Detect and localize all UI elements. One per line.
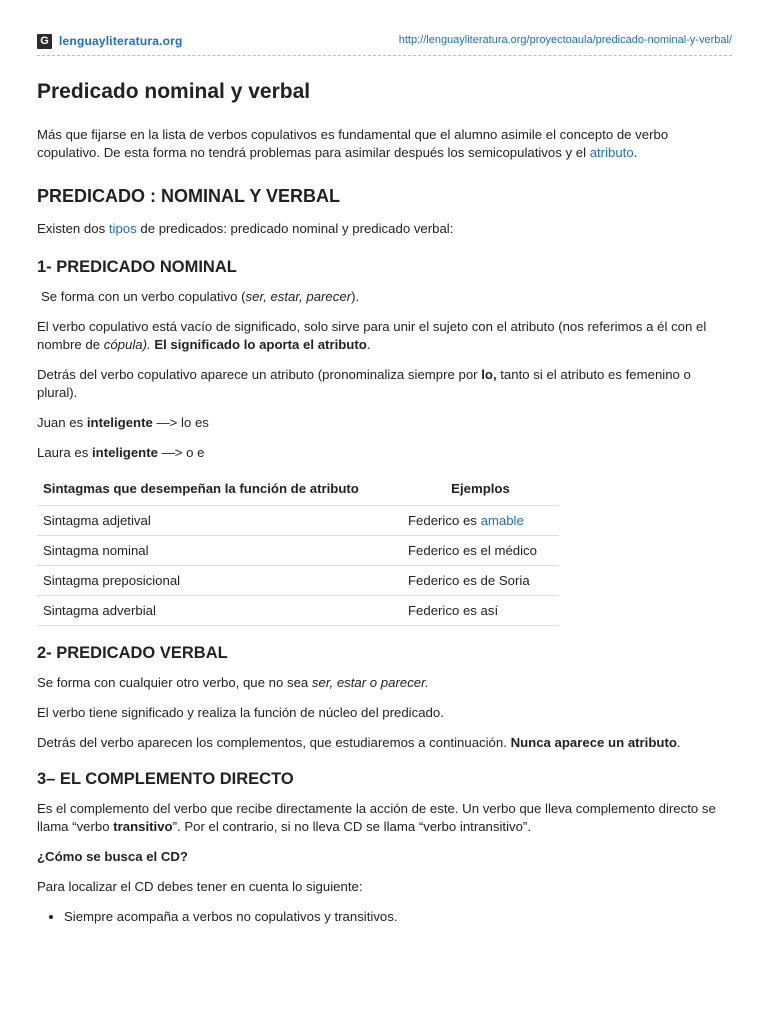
section1-heading: 1- PREDICADO NOMINAL [37,258,237,276]
atributo-link[interactable]: atributo [589,145,634,160]
main-section-heading: PREDICADO : NOMINAL Y VERBAL [37,186,341,206]
s3-p1-end: ”. Por el contrario, si no lleva CD se llama “verbo intransitivo”. [172,819,531,834]
article-body [37,78,732,926]
tipos-text: Existen dos [37,221,109,236]
table-row [37,596,559,626]
table-cell-sintagma: Sintagma preposicional [37,566,402,596]
s2-p3-bold: Nunca aparece un atributo [510,735,677,750]
cd-question: ¿Cómo se busca el CD? [37,849,188,864]
tipos-text-end: de predicados: predicado nominal y predicado verbal: [136,221,454,236]
ex1-text: Juan es [37,415,87,430]
section2-heading: 2- PREDICADO VERBAL [37,644,228,662]
ex1-end: —> lo es [152,415,209,430]
s2-p3-end: . [676,735,681,750]
s1-p2-bold: El significado lo aporta el atributo [154,337,367,352]
table-cell-sintagma: Sintagma adverbial [37,596,402,626]
table-cell-ejemplo: Federico es de Soria [402,566,559,596]
cd-bullet-list [37,908,732,926]
s3-paragraph-2: Para localizar el CD debes tener en cuenta lo siguiente: [37,879,363,894]
page-title: Predicado nominal y verbal [37,80,311,103]
s1-p3-end: tanto si el atributo es femenino o plural). [37,367,691,400]
s2-p3-text: Detrás del verbo aparecen los complementos, que estudiaremos a continuación. [37,735,511,750]
s1-p2-italic: cópula). [103,337,151,352]
ejemplo-text: Federico es [407,513,481,528]
s1-p3-text: Detrás del verbo copulativo aparece un atributo (pronominaliza siempre por [37,367,482,382]
table-cell-ejemplo: Federico es el médico [402,536,559,566]
intro-paragraph [37,126,732,162]
intro-text-end: . [633,145,638,160]
s2-p1-text: Se forma con cualquier otro verbo, que no sea [37,675,312,690]
table-cell-sintagma: Sintagma nominal [37,536,402,566]
s1-p2-end: . [366,337,371,352]
table-header-row [37,474,559,506]
table-row [37,566,559,596]
ex2-text: Laura es [37,445,92,460]
s2-paragraph-1 [37,674,732,692]
s1-p1-text: Se forma con un verbo copulativo ( [41,289,246,304]
s2-paragraph-3 [37,734,732,752]
intro-text: Más que fijarse en la lista de verbos copulativos es fundamental que el alumno asimile el concepto de verbo copulativo. De esta forma no tendrá problemas para asimilar después los semicopulativos y el [37,127,669,160]
ex1-bold: inteligente [86,415,153,430]
ex2-bold: inteligente [92,445,158,460]
page-header [37,32,732,54]
s3-p1-bold: transitivo [113,819,173,834]
table-header-sintagmas: Sintagmas que desempeñan la función de atributo [37,474,402,506]
tipos-link[interactable]: tipos [108,221,137,236]
s1-p3-bold: lo, [481,367,497,382]
table-cell-sintagma: Sintagma adjetival [37,506,402,536]
site-name-link[interactable]: lenguayliteratura.org [59,34,183,48]
table-row [37,506,559,536]
example-1 [37,414,732,432]
s1-paragraph-2 [37,318,732,354]
s1-paragraph-1 [37,288,732,306]
ex2-end: —> o e [157,445,205,460]
list-item: • Siempre acompaña a verbos no copulativos y transitivos. [64,908,732,926]
s1-paragraph-3 [37,366,732,402]
tipos-paragraph [37,220,732,238]
section3-heading: 3– EL COMPLEMENTO DIRECTO [37,770,294,788]
source-url-link[interactable]: http://lenguayliteratura.org/proyectoaula/predicado-nominal-y-verbal/ [398,34,732,46]
example-2 [37,444,732,462]
s1-p1-italic: ser, estar, parecer [245,289,352,304]
s1-p1-end: ). [351,289,360,304]
amable-link[interactable]: amable [480,513,524,528]
table-header-ejemplos: Ejemplos [402,474,559,506]
header-divider [37,55,732,56]
s3-paragraph-1 [37,800,732,836]
site-logo-icon: G [37,34,52,49]
table-cell-ejemplo: Federico es así [402,596,559,626]
s3-p1-text: Es el complemento del verbo que recibe directamente la acción de este. Un verbo que lleva complemento directo se llama “verbo [37,801,716,834]
table-row [37,536,559,566]
s2-paragraph-2: El verbo tiene significado y realiza la función de núcleo del predicado. [37,705,444,720]
atributo-table [37,474,559,626]
table-cell-ejemplo [402,506,559,536]
s2-p1-italic: ser, estar o parecer. [311,675,429,690]
s1-p2-text: El verbo copulativo está vacío de significado, solo sirve para unir el sujeto con el atributo (nos referimos a él con el nombre de [37,319,707,352]
